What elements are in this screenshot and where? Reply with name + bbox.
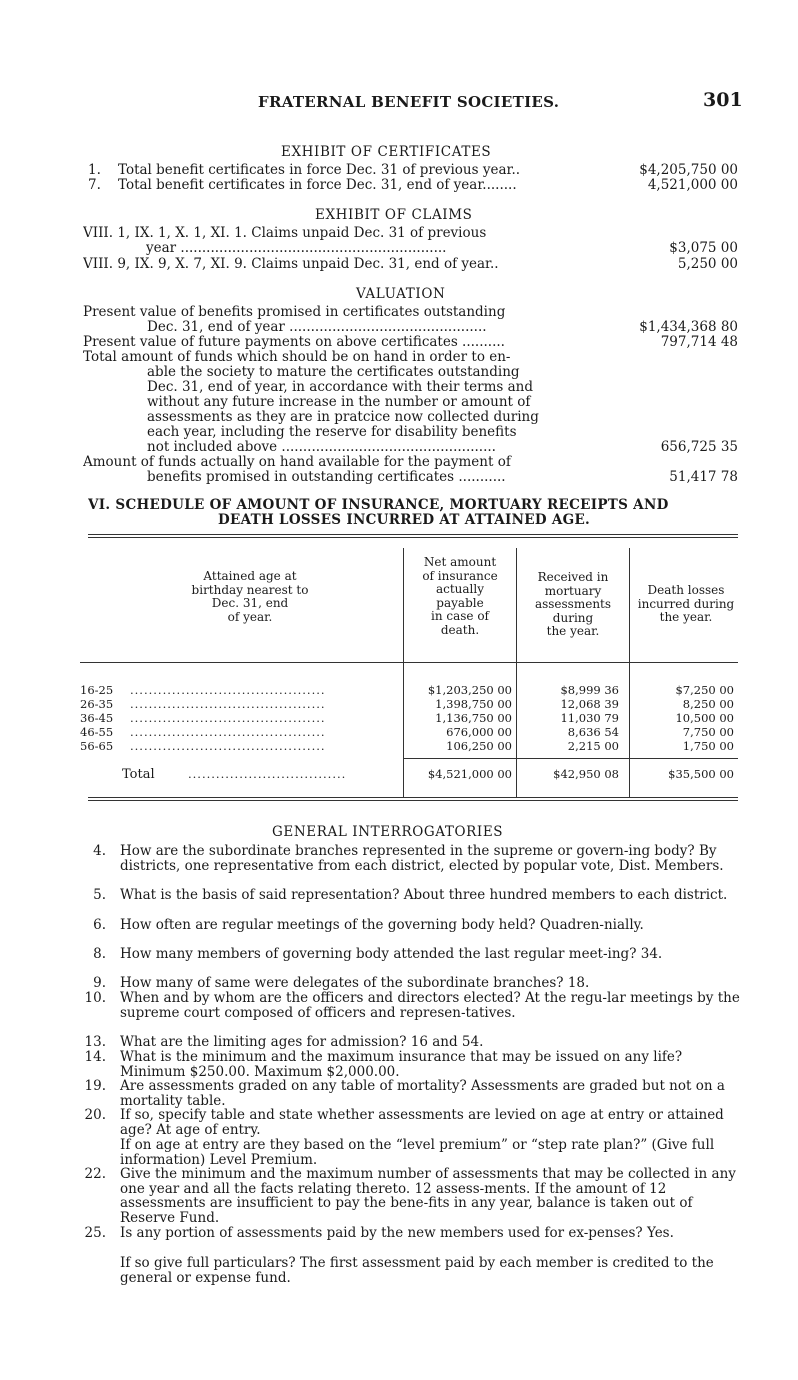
cell-total-losses: $35,500 00 <box>668 767 734 781</box>
item-number: 14. <box>84 1049 106 1065</box>
row-value: $4,205,750 00 <box>639 162 738 178</box>
cell-insurance: $1,203,250 00 <box>427 683 512 697</box>
cell-received: $8,999 36 <box>560 683 619 697</box>
row-label: Total benefit certificates in force Dec. 31, end of year........ <box>118 178 517 193</box>
cell-received: 2,215 00 <box>567 739 619 753</box>
row-label-continued: year .............................................................. <box>146 241 447 256</box>
item-text: If so give full particulars? The first assessment paid by each member is credited to the general or expense fund. <box>120 1255 714 1286</box>
item-text: How often are regular meetings of the governing body held? Quadren-nially. <box>120 917 644 933</box>
cell-age: 16-25 <box>80 683 114 697</box>
row-label-continued: without any future increase in the number or amount of <box>147 395 531 410</box>
cell-leader: .......................................... <box>130 739 326 753</box>
interrogatory-item <box>84 1035 740 1050</box>
cell-losses: $7,250 00 <box>675 683 734 697</box>
table-row <box>80 711 742 725</box>
cell-leader: .......................................... <box>130 697 326 711</box>
item-number: 5. <box>93 887 106 903</box>
row-label: VIII. 9, IX. 9, X. 7, XI. 9. Claims unpaid Dec. 31, end of year.. <box>83 257 499 272</box>
valuation-row-3-line-7 <box>83 440 738 455</box>
cell-losses: 8,250 00 <box>682 697 734 711</box>
cell-received: 11,030 79 <box>560 711 619 725</box>
item-text: If on age at entry are they based on the “level premium” or “step rate plan?” (Give full information) Level Premium. <box>120 1137 715 1168</box>
row-label-continued: benefits promised in outstanding certificates ........... <box>147 470 506 485</box>
cell-received: 12,068 39 <box>560 697 619 711</box>
interrogatory-item <box>84 1108 740 1138</box>
row-label: Amount of funds actually on hand available for the payment of <box>83 455 511 470</box>
section-title-valuation: VALUATION <box>356 286 446 302</box>
row-label: Present value of benefits promised in certificates outstanding <box>83 305 506 320</box>
cell-age: 46-55 <box>80 725 114 739</box>
row-label: Total amount of funds which should be on hand in order to en- <box>83 350 511 365</box>
cell-age: 26-35 <box>80 697 114 711</box>
schedule-title-line-1: VI. SCHEDULE OF AMOUNT OF INSURANCE, MORTUARY RECEIPTS AND <box>88 497 669 513</box>
item-text: When and by whom are the officers and directors elected? At the regu-lar meetings by the supreme court composed of officers and represen-tatives. <box>120 990 740 1021</box>
row-value: 5,250 00 <box>677 256 738 272</box>
cell-age: 56-65 <box>80 739 114 753</box>
valuation-row-3-line-5 <box>83 410 738 425</box>
total-rule <box>404 758 738 759</box>
cell-insurance: 1,136,750 00 <box>435 711 512 725</box>
row-value: 656,725 35 <box>660 439 738 455</box>
table-row <box>80 697 742 711</box>
cell-total-insurance: $4,521,000 00 <box>427 767 512 781</box>
column-header-age: Attained age at birthday nearest to Dec. 31, end of year. <box>191 569 309 624</box>
row-value: 797,714 48 <box>660 334 738 350</box>
row-label-continued: assessments as they are in pratcice now collected during <box>147 410 539 425</box>
item-number: 25. <box>84 1225 106 1241</box>
valuation-row-1-line-1 <box>83 305 738 320</box>
row-number: 7. <box>88 178 101 193</box>
section-title-certificates: EXHIBIT OF CERTIFICATES <box>281 144 492 160</box>
schedule-title-line-2: DEATH LOSSES INCURRED AT ATTAINED AGE. <box>218 512 591 528</box>
table-header-rule <box>80 662 738 663</box>
interrogatory-item <box>84 1167 740 1227</box>
valuation-row-3-line-4 <box>83 395 738 410</box>
cell-insurance: 106,250 00 <box>446 739 512 753</box>
cell-insurance: 676,000 00 <box>446 725 512 739</box>
interrogatory-item <box>84 1226 740 1256</box>
item-text: How are the subordinate branches represented in the supreme or govern-ing body? By districts, one representative from each district, elected by popular vote, Dist. Members. <box>120 843 724 874</box>
certificates-row-1 <box>88 163 738 178</box>
item-text: What is the basis of said representation? About three hundred members to each district. <box>120 887 728 903</box>
section-title-claims: EXHIBIT OF CLAIMS <box>315 207 473 223</box>
valuation-row-3-line-3 <box>83 380 738 395</box>
row-label: VIII. 1, IX. 1, X. 1, XI. 1. Claims unpaid Dec. 31 of previous <box>83 226 487 241</box>
interrogatory-item <box>84 976 740 991</box>
table-row <box>80 725 742 739</box>
cell-total-received: $42,950 08 <box>553 767 619 781</box>
row-label-continued: each year, including the reserve for disability benefits <box>147 425 517 440</box>
row-value: $3,075 00 <box>669 240 738 256</box>
column-header-insurance: Net amount of insurance actually payable in case of death. <box>422 555 498 637</box>
row-label-continued: not included above .................................................. <box>147 440 496 455</box>
valuation-row-4-line-2 <box>83 470 738 485</box>
column-header-losses: Death losses incurred during the year. <box>637 583 735 624</box>
valuation-row-1-line-2 <box>83 320 738 335</box>
item-text: Are assessments graded on any table of mortality? Assessments are graded but not on a mortality table. <box>120 1078 725 1109</box>
item-text: Give the minimum and the maximum number of assessments that may be collected in any one year and all the facts relating thereto. 12 assess-ments. If the amount of 12 assessments are insufficient to pay the bene-fits in any year, balance is taken out of Reserve Fund. <box>120 1166 736 1226</box>
claims-row-1-line-2 <box>83 241 738 256</box>
valuation-row-4-line-1 <box>83 455 738 470</box>
row-label-continued: able the society to mature the certificates outstanding <box>147 365 520 380</box>
table-top-rule-2 <box>88 537 738 538</box>
item-number: 20. <box>84 1107 106 1123</box>
row-label: Total benefit certificates in force Dec. 31 of previous year.. <box>118 163 521 178</box>
item-number: 9. <box>93 975 106 991</box>
interrogatory-item <box>84 1079 740 1109</box>
interrogatory-item <box>84 844 740 890</box>
cell-losses: 1,750 00 <box>682 739 734 753</box>
table-bottom-rule <box>88 797 738 798</box>
table-total-row <box>80 767 742 782</box>
cell-total-label: Total <box>122 767 155 782</box>
claims-row-1-line-1 <box>83 226 738 241</box>
item-text: Is any portion of assessments paid by the new members used for ex-penses? Yes. <box>120 1225 674 1241</box>
table-row <box>80 683 742 697</box>
interrogatory-item <box>84 991 740 1035</box>
item-text: If so, specify table and state whether assessments are levied on age at entry or attained age? At age of entry. <box>120 1107 724 1138</box>
cell-leader: .................................. <box>188 767 347 781</box>
valuation-row-3-line-6 <box>83 425 738 440</box>
running-title: FRATERNAL BENEFIT SOCIETIES. <box>258 93 560 111</box>
certificates-row-2 <box>88 178 738 193</box>
interrogatory-item <box>84 1256 740 1286</box>
cell-insurance: 1,398,750 00 <box>435 697 512 711</box>
item-text: How many of same were delegates of the subordinate branches? 18. <box>120 975 590 991</box>
row-value: $1,434,368 80 <box>639 319 738 335</box>
valuation-row-3-line-1 <box>83 350 738 365</box>
table-row <box>80 739 742 753</box>
item-number: 6. <box>93 917 106 933</box>
cell-age: 36-45 <box>80 711 114 725</box>
item-text: What are the limiting ages for admission? 16 and 54. <box>120 1034 484 1050</box>
cell-leader: .......................................... <box>130 725 326 739</box>
cell-leader: .......................................... <box>130 683 326 697</box>
cell-losses: 7,750 00 <box>682 725 734 739</box>
valuation-row-3-line-2 <box>83 365 738 380</box>
row-label: Present value of future payments on above certificates .......... <box>83 335 505 350</box>
item-number: 22. <box>84 1166 106 1182</box>
item-text: How many members of governing body attended the last regular meet-ing? 34. <box>120 946 663 962</box>
cell-losses: 10,500 00 <box>675 711 734 725</box>
valuation-row-2 <box>83 335 738 350</box>
item-number: 4. <box>93 843 106 859</box>
interrogatory-item <box>84 947 740 977</box>
claims-row-2 <box>83 257 738 272</box>
table-top-rule <box>88 534 738 535</box>
cell-received: 8,636 54 <box>567 725 619 739</box>
item-text: What is the minimum and the maximum insurance that may be issued on any life? Minimum $250.00. Maximum $2,000.00. <box>120 1049 683 1080</box>
column-header-received: Received in mortuary assessments during the year. <box>534 570 612 638</box>
row-label-continued: Dec. 31, end of year .............................................. <box>147 320 487 335</box>
item-number: 8. <box>93 946 106 962</box>
interrogatory-item <box>84 1138 740 1168</box>
item-number: 19. <box>84 1078 106 1094</box>
cell-leader: .......................................... <box>130 711 326 725</box>
section-title-interrogatories: GENERAL INTERROGATORIES <box>272 824 504 840</box>
interrogatory-item <box>84 1050 740 1080</box>
interrogatory-item <box>84 888 740 918</box>
interrogatory-item <box>84 918 740 948</box>
row-label-continued: Dec. 31, end of year, in accordance with their terms and <box>147 380 533 395</box>
item-number: 13. <box>84 1034 106 1050</box>
row-number: 1. <box>88 163 101 178</box>
row-value: 4,521,000 00 <box>647 177 738 193</box>
table-bottom-rule-2 <box>88 800 738 801</box>
item-number: 10. <box>84 990 106 1006</box>
row-value: 51,417 78 <box>669 469 738 485</box>
page-number: 301 <box>703 89 743 111</box>
